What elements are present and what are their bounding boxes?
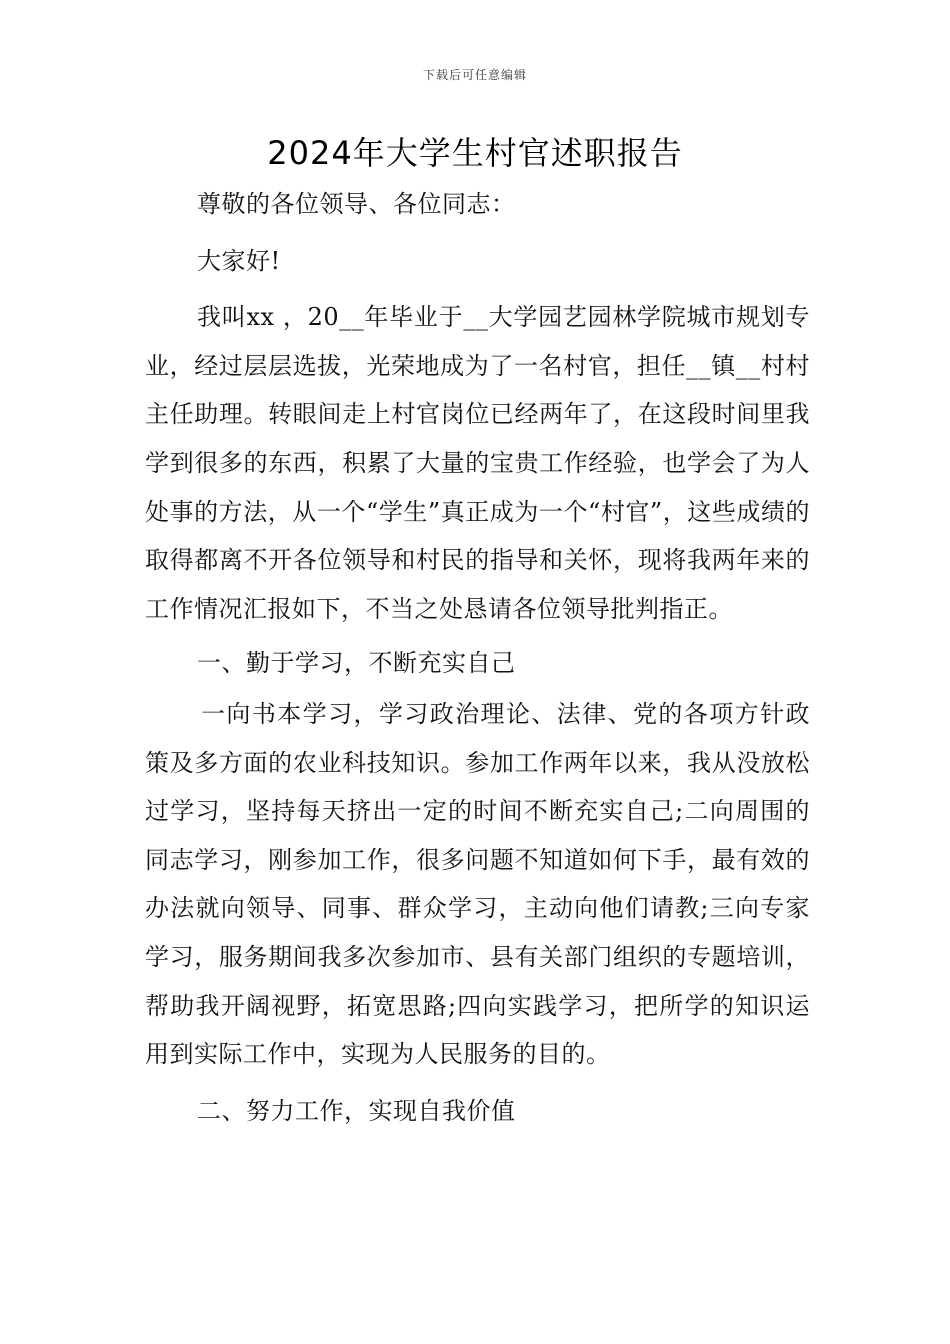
greeting: 大家好! xyxy=(197,246,281,275)
salutation: 尊敬的各位领导、各位同志： xyxy=(197,190,516,218)
section-heading-1: 一、勤于学习，不断充实自己 xyxy=(197,649,516,678)
section-heading-2: 二、努力工作，实现自我价值 xyxy=(197,1096,516,1125)
document-title: 2024年大学生村官述职报告 xyxy=(267,134,683,172)
section-body-1: 一向书本学习，学习政治理论、法律、党的各项方针政策及多方面的农业科技知识。参加工作两年以来，我从没放松过学习，坚持每天挤出一定的时间不断充实自己;二向周围的同志学习，刚参加工作，很多问题不知道如何下手，最有效的办法就向领导、同事、群众学习，主动向他们请教;三向专家学习，服务期间我多次参加市、县有关部门组织的专题培训，帮助我开阔视野，拓宽思路;四向实践学习，把所学的知识运用到实际工作中，实现为人民服务的目的。 xyxy=(145,699,810,1069)
header-note: 下载后可任意编辑 xyxy=(422,68,527,82)
intro-paragraph: 我叫xx ，20__年毕业于__大学园艺园林学院城市规划专业，经过层层选拔，光荣地成为了一名村官，担任__镇__村村主任助理。转眼间走上村官岗位已经两年了，在这段时间里我学到很多的东西，积累了大量的宝贵工作经验，也学会了为人处事的方法，从一个“学生”真正成为一个“村官”，这些成绩的取得都离不开各位领导和村民的指导和关怀，现将我两年来的工作情况汇报如下，不当之处恳请各位领导批判指正。 xyxy=(145,303,810,623)
document-body xyxy=(145,180,810,1135)
